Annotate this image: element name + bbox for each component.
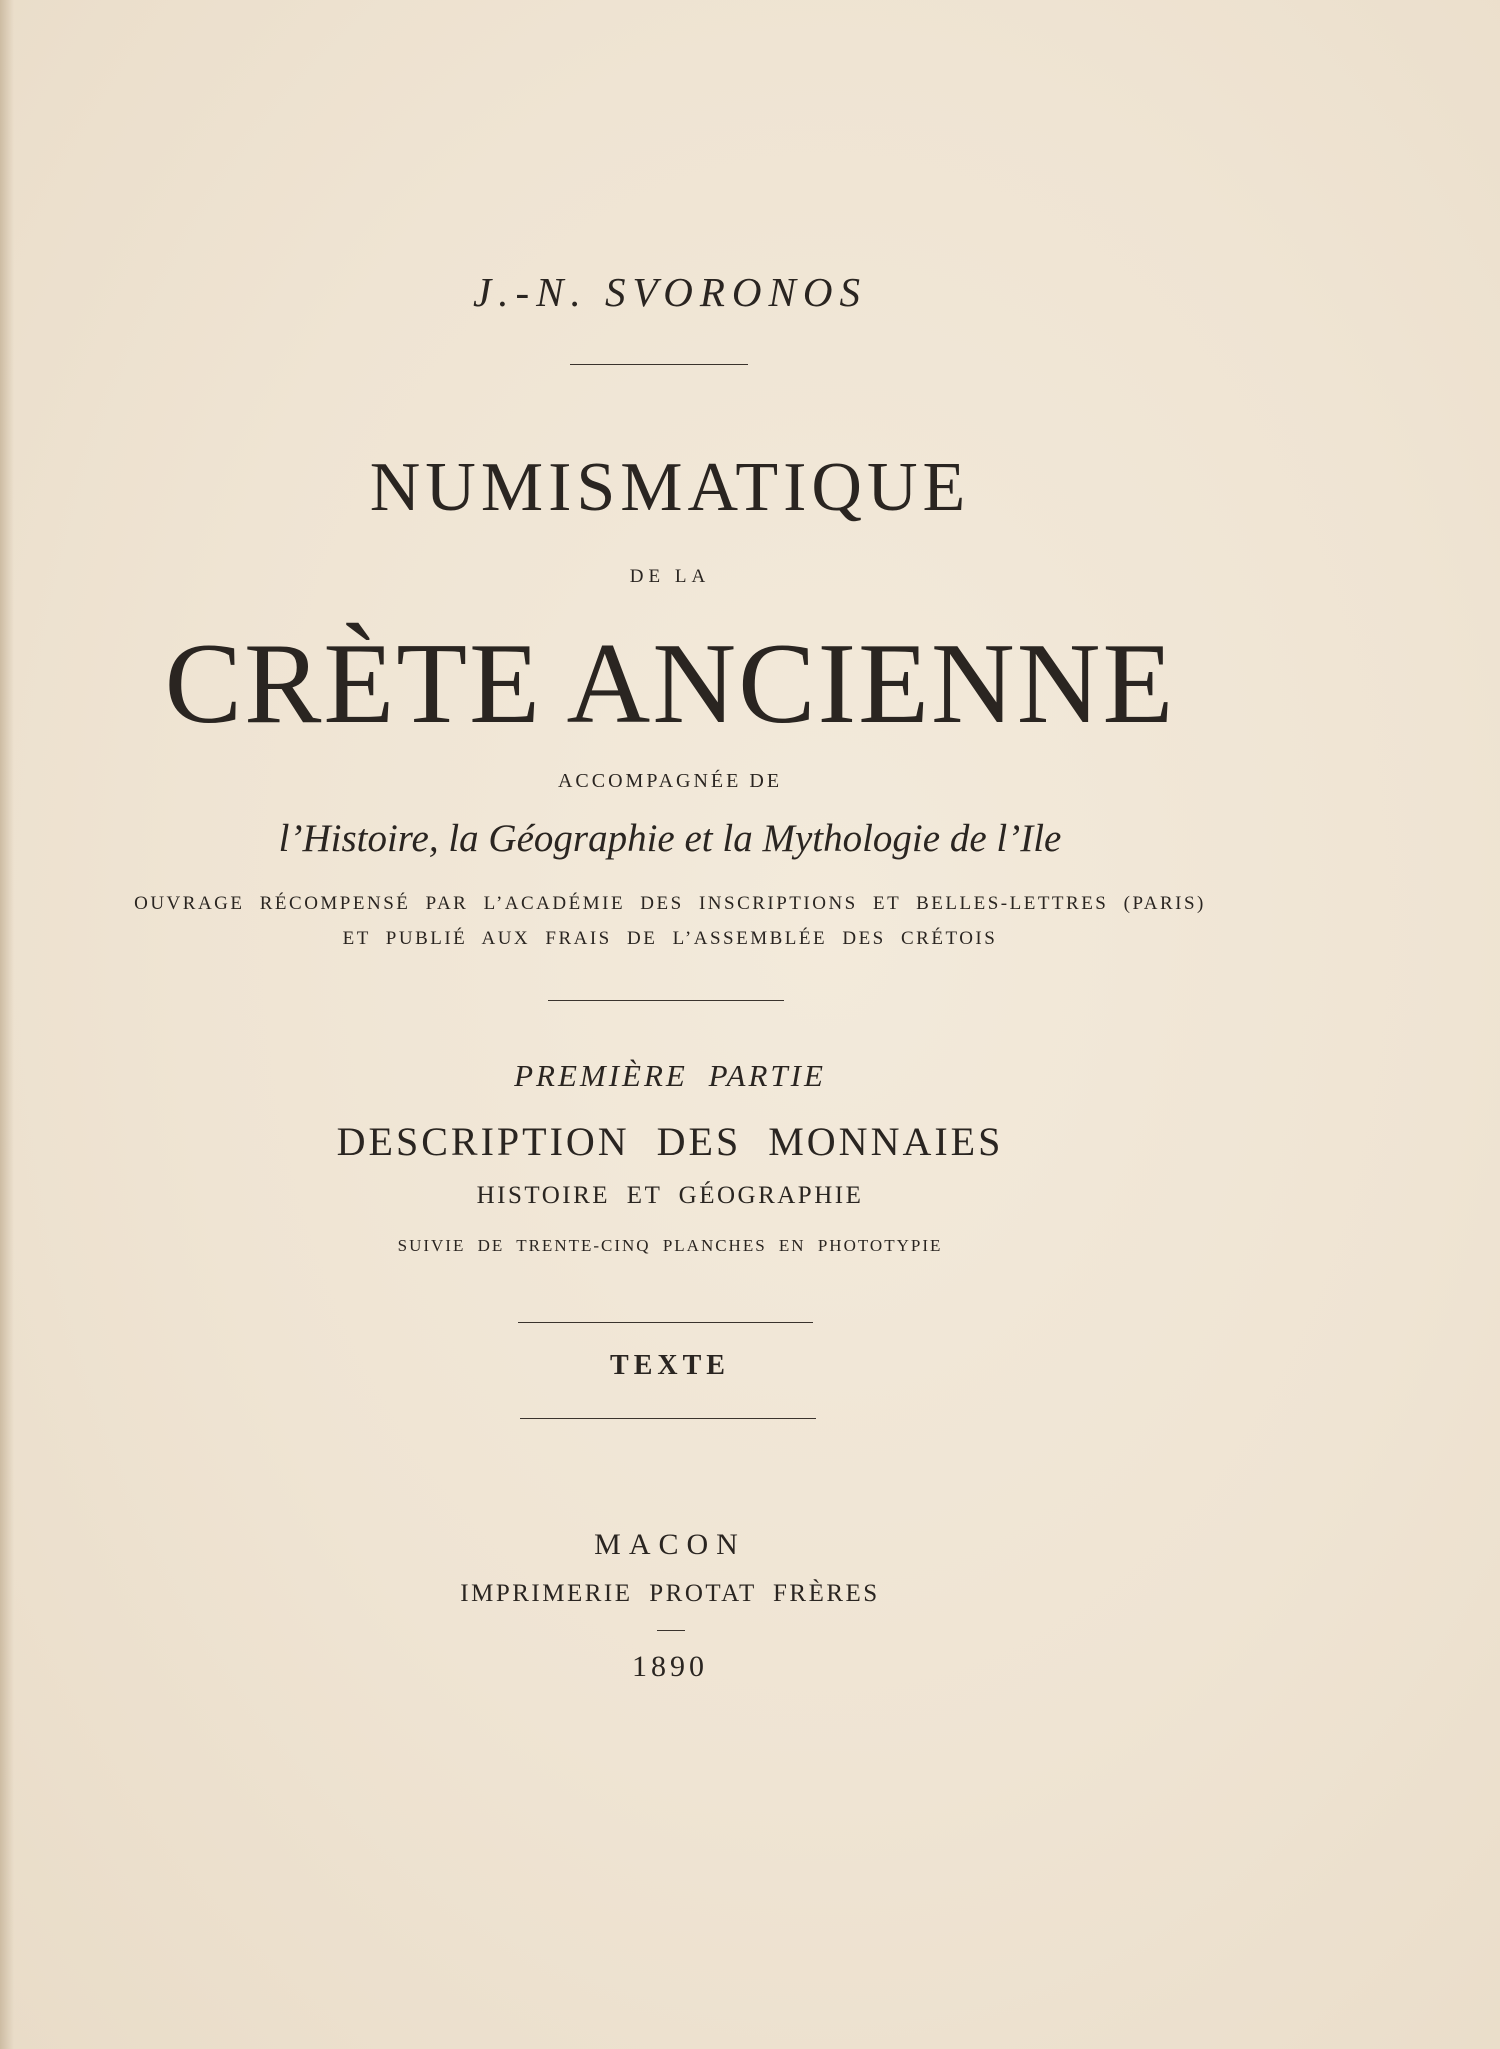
award-line-2: ET PUBLIÉ AUX FRAIS DE L’ASSEMBLÉE DES CRÉTOIS — [342, 928, 998, 949]
imprint-city: MACON — [594, 1528, 746, 1561]
imprint-printer: IMPRIMERIE PROTAT FRÈRES — [460, 1580, 880, 1607]
part-subtitle: HISTOIRE ET GÉOGRAPHIE — [476, 1182, 864, 1209]
accompaniment-label: ACCOMPAGNÉE DE — [557, 770, 783, 792]
title-connector: DE LA — [629, 566, 711, 587]
volume-label: TEXTE — [610, 1350, 730, 1381]
short-dash-rule — [657, 1630, 685, 1631]
divider-rule-1 — [570, 364, 748, 365]
title-line-2: CRÈTE ANCIENNE — [164, 620, 1176, 748]
part-title: DESCRIPTION DES MONNAIES — [336, 1119, 1004, 1164]
subtitle: l’Histoire, la Géographie et la Mythologie de l’Ile — [278, 817, 1062, 860]
author-name: J.-N. SVORONOS — [473, 269, 867, 315]
title-line-1: NUMISMATIQUE — [369, 449, 971, 526]
divider-rule-3 — [518, 1322, 813, 1323]
part-label: PREMIÈRE PARTIE — [514, 1058, 826, 1093]
imprint-year: 1890 — [632, 1650, 708, 1683]
award-line-1: OUVRAGE RÉCOMPENSÉ PAR L’ACADÉMIE DES INSCRIPTIONS ET BELLES-LETTRES (PARIS) — [134, 893, 1206, 914]
plates-note: SUIVIE DE TRENTE-CINQ PLANCHES EN PHOTOTYPIE — [397, 1236, 943, 1255]
divider-rule-2 — [548, 1000, 784, 1001]
divider-rule-4 — [520, 1418, 816, 1419]
